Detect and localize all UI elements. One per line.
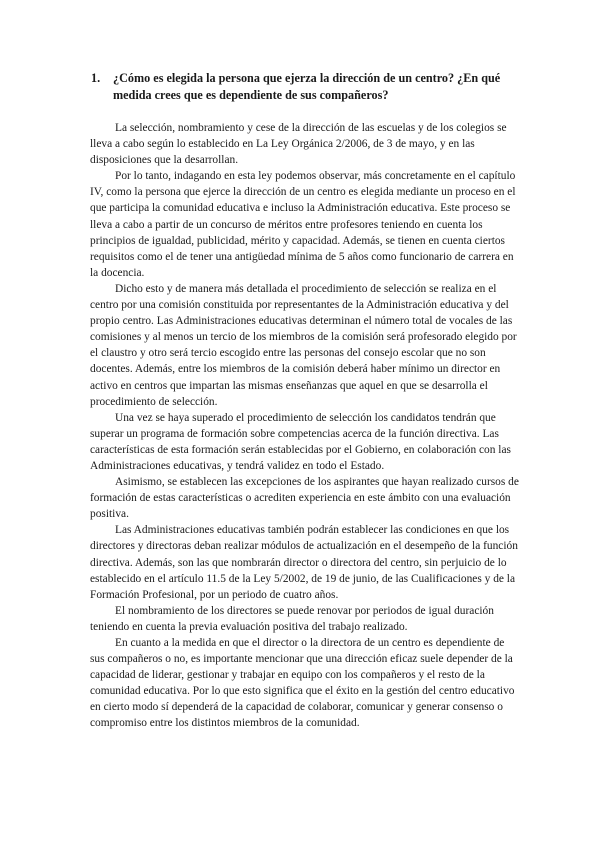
question-number: 1.	[91, 71, 101, 85]
paragraph: La selección, nombramiento y cese de la dirección de las escuelas y de los colegios se lleva a cabo según lo establecido en La Ley Orgánica 2/2006, de 3 de mayo, y en las disposiciones que la desarrollan.	[90, 122, 507, 167]
question-text: ¿Cómo es elegida la persona que ejerza la dirección de un centro? ¿En qué medida crees que es dependiente de sus compañeros?	[113, 71, 501, 102]
paragraph: Una vez se haya superado el procedimiento de selección los candidatos tendrán que superar un programa de formación sobre competencias acerca de la función directiva. Las características de esta formación serán establecidas por el Gobierno, en colaboración con las Administraciones educativas, y tendrá validez en todo el Estado.	[90, 411, 511, 472]
paragraph: El nombramiento de los directores se puede renovar por periodos de igual duración teniendo en cuenta la previa evaluación positiva del trabajo realizado.	[90, 604, 494, 633]
paragraph: Dicho esto y de manera más detallada el procedimiento de selección se realiza en el centro por una comisión constituida por representantes de la Administración educativa y del propio centro. Las Administraciones educativas determinan el número total de vocales de las comisiones y al menos un tercio de los miembros de la comisión será profesorado elegido por el claustro y otro será tercio escogido entre las personas del consejo escolar que no son docentes. Además, entre los miembros de la comisión deberá haber mínimo un director en activo en centros que impartan las mismas enseñanzas que aquel en que se desarrolla el procedimiento de selección.	[90, 282, 517, 408]
paragraph: Asimismo, se establecen las excepciones de los aspirantes que hayan realizado cursos de formación de estas características o acrediten experiencia en este ámbito con una evaluación positiva.	[90, 476, 519, 521]
paragraph: En cuanto a la medida en que el director o la directora de un centro es dependiente de sus compañeros o no, es importante mencionar que una dirección eficaz suele depender de la capacidad de liderar, gestionar y trabajar en equipo con los compañeros y el resto de la comunidad educativa. Por lo que esto significa que el éxito en la gestión del centro educativo en cierto modo sí dependerá de la capacidad de colaborar, comunicar y generar consenso o compromiso entre los distintos miembros de la comunidad.	[90, 637, 515, 730]
answer-body	[90, 120, 520, 732]
question-heading	[91, 70, 521, 104]
paragraph: Las Administraciones educativas también podrán establecer las condiciones en que los directores y directoras deban realizar módulos de actualización en el desempeño de la función directiva. Además, son las que nombrarán director o directora del centro, sin perjuicio de lo establecido en el artículo 11.5 de la Ley 5/2002, de 19 de junio, de las Cualificaciones y de la Formación Profesional, por un periodo de cuatro años.	[90, 524, 518, 601]
paragraph: Por lo tanto, indagando en esta ley podemos observar, más concretamente en el capítulo IV, como la persona que ejerce la dirección de un centro es elegida mediante un proceso en el que participa la comunidad educativa e incluso la Administración educativa. Este proceso se lleva a cabo a partir de un concurso de méritos entre profesores teniendo en cuenta los principios de igualdad, publicidad, mérito y capacidad. Además, se tienen en cuenta ciertos requisitos como el de tener una antigüedad mínima de 5 años como funcionario de carrera en la docencia.	[90, 170, 516, 279]
